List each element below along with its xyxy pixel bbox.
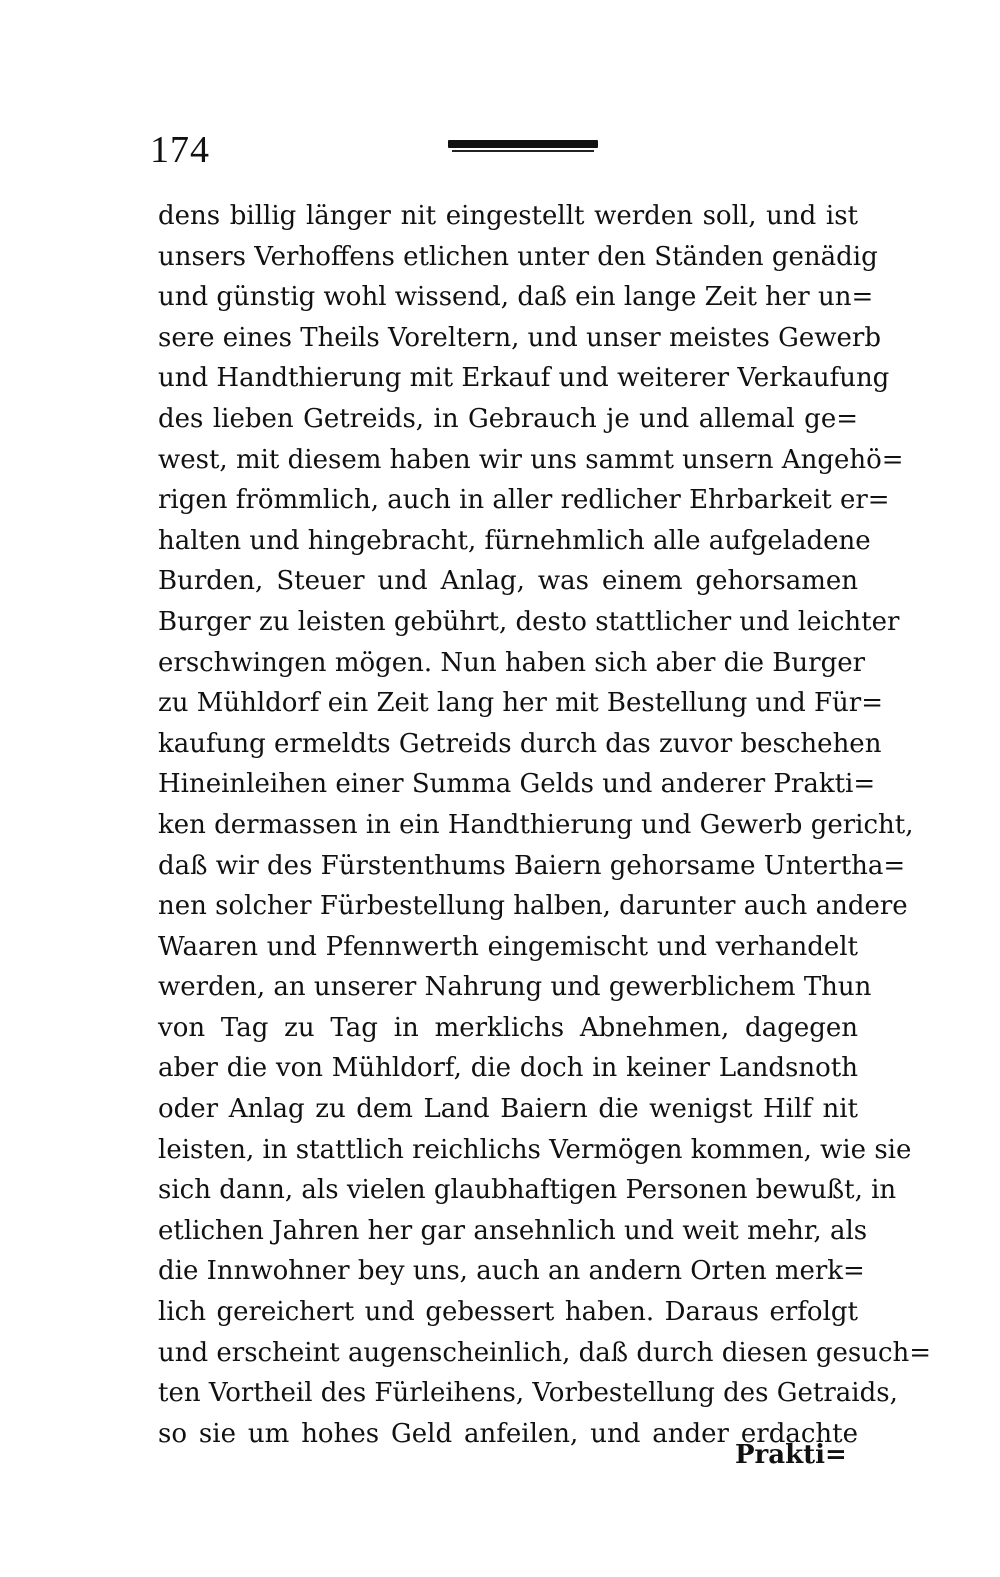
- text-line: kaufung ermeldts Getreids durch das zuvor beschehen: [158, 728, 882, 759]
- text-line: aber die von Mühldorf, die doch in keiner Landsnoth: [158, 1053, 858, 1084]
- text-line: Burger zu leisten gebührt, desto stattlicher und leichter: [158, 606, 900, 637]
- text-line: west, mit diesem haben wir uns sammt unsern Angehö=: [158, 444, 904, 475]
- text-line: zu Mühldorf ein Zeit lang her mit Bestellung und Für=: [158, 688, 884, 719]
- text-line: des lieben Getreids, in Gebrauch je und allemal ge=: [158, 403, 858, 434]
- text-line: erschwingen mögen. Nun haben sich aber die Burger: [158, 647, 866, 678]
- text-line: von Tag zu Tag in merklichs Abnehmen, dagegen: [158, 1012, 858, 1043]
- body-text: [158, 196, 932, 1454]
- text-line: und erscheint augenscheinlich, daß durch diesen gesuch=: [158, 1337, 932, 1368]
- text-line: unsers Verhoffens etlichen unter den Ständen genädig: [158, 241, 878, 272]
- header-rule-thin: [452, 150, 594, 152]
- text-line: ten Vortheil des Fürleihens, Vorbestellung des Getraids,: [158, 1378, 898, 1409]
- page-number: 174: [150, 129, 210, 171]
- text-line: sich dann, als vielen glaubhaftigen Personen bewußt, in: [158, 1175, 897, 1206]
- text-line: leisten, in stattlich reichlichs Vermögen kommen, wie sie: [158, 1134, 912, 1165]
- text-line: werden, an unserer Nahrung und gewerblichem Thun: [158, 972, 872, 1003]
- text-line: oder Anlag zu dem Land Baiern die wenigst Hilf nit: [158, 1094, 858, 1125]
- text-line: ken dermassen in ein Handthierung und Gewerb gericht,: [158, 809, 914, 840]
- header-rule-thick: [448, 140, 598, 148]
- text-line: die Innwohner bey uns, auch an andern Orten merk=: [158, 1256, 865, 1287]
- text-line: und Handthierung mit Erkauf und weiterer Verkaufung: [158, 363, 890, 394]
- text-line: rigen frömmlich, auch in aller redlicher Ehrbarkeit er=: [158, 485, 890, 516]
- text-line: und günstig wohl wissend, daß ein lange Zeit her un=: [158, 282, 874, 313]
- text-line: dens billig länger nit eingestellt werden soll, und ist: [158, 201, 858, 231]
- text-line: sere eines Theils Voreltern, und unser meistes Gewerb: [158, 322, 881, 353]
- text-line: Hineinleihen einer Summa Gelds und anderer Prakti=: [158, 769, 876, 800]
- text-line: Waaren und Pfennwerth eingemischt und verhandelt: [158, 931, 858, 962]
- text-line: halten und hingebracht, fürnehmlich alle aufgeladene: [158, 525, 871, 556]
- text-line: so sie um hohes Geld anfeilen, und ander erdachte: [158, 1418, 858, 1449]
- text-line: nen solcher Fürbestellung halben, darunter auch andere: [158, 891, 908, 922]
- text-line: etlichen Jahren her gar ansehnlich und weit mehr, als: [158, 1215, 868, 1246]
- header-rule: [448, 140, 598, 154]
- text-line: lich gereichert und gebessert haben. Daraus erfolgt: [158, 1297, 858, 1328]
- text-line: Burden, Steuer und Anlag, was einem gehorsamen: [158, 566, 858, 597]
- text-line: daß wir des Fürstenthums Baiern gehorsame Untertha=: [158, 850, 906, 881]
- catchword: Prakti=: [735, 1440, 847, 1470]
